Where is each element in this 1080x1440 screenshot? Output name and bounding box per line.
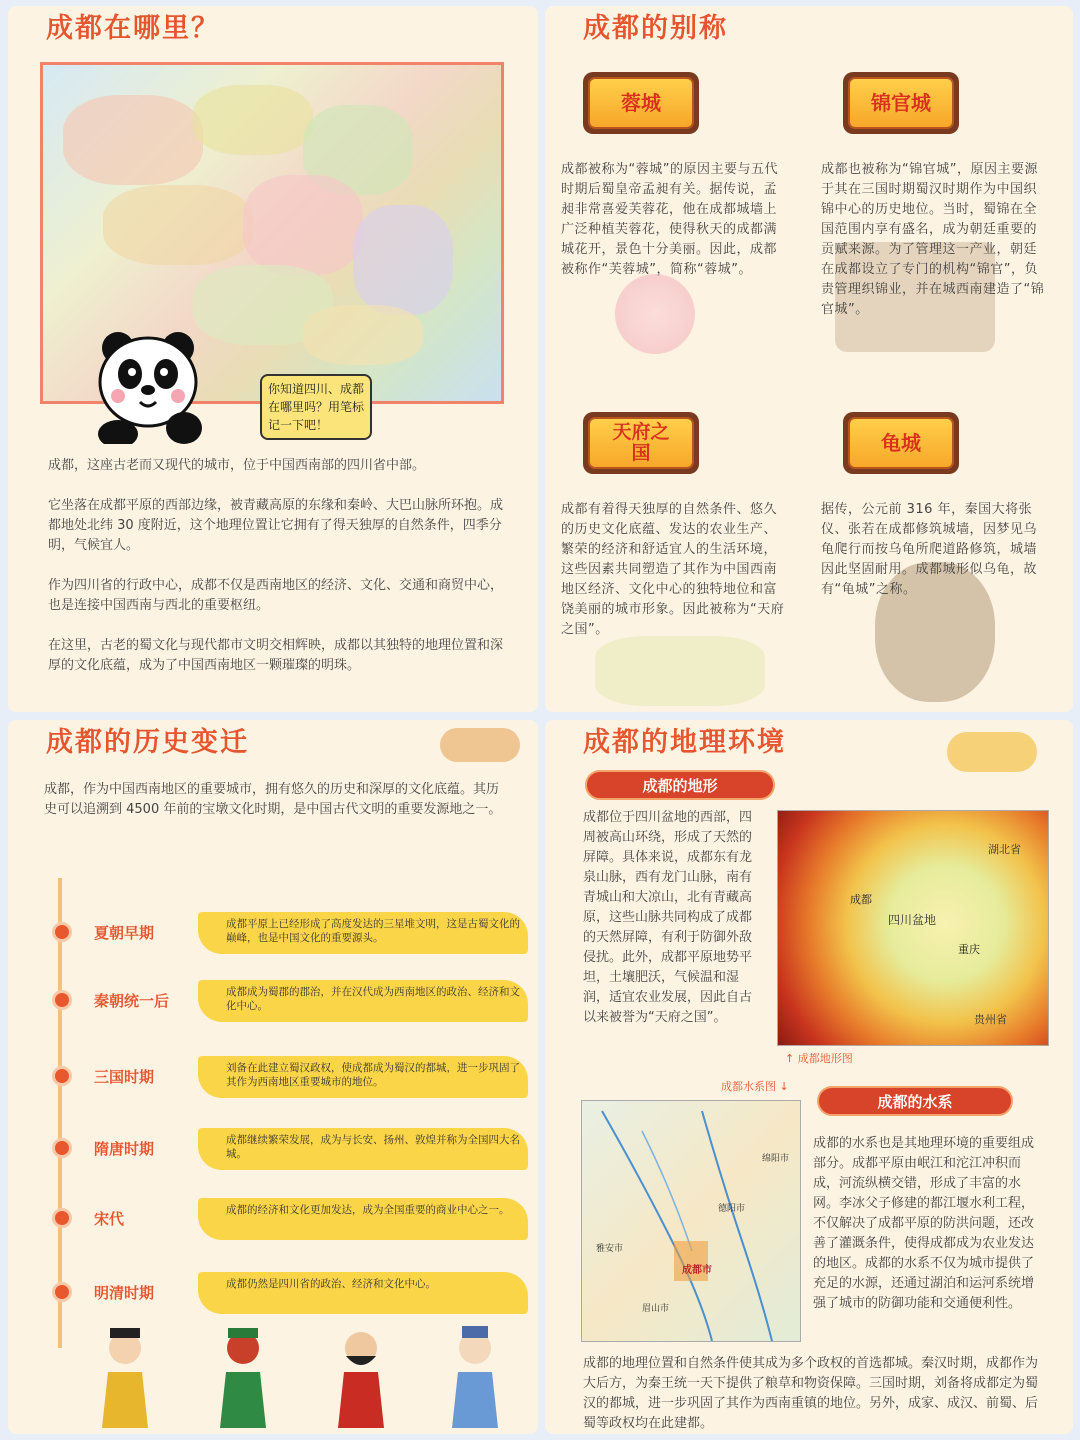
timeline-dot (52, 990, 72, 1010)
map-label: 绵阳市 (762, 1154, 790, 1164)
names-title: 成都的别称 (583, 13, 728, 44)
river-lines (582, 1101, 801, 1342)
water-caption: 成都水系图 ↓ (721, 1080, 789, 1093)
timeline-desc: 成都仍然是四川省的政治、经济和文化中心。 (198, 1272, 528, 1314)
where-para-4: 在这里，古老的蜀文化与现代都市文明交相辉映，成都以其独特的地理位置和深厚的文化底蕴，成为了中国西南地区一颗璀璨的明珠。 (48, 638, 504, 673)
timeline-dot (52, 1282, 72, 1302)
figure-zhangfei-icon (324, 1324, 398, 1428)
panda-icon (88, 324, 208, 444)
timeline-dot (52, 922, 72, 942)
timeline-era: 秦朝统一后 (94, 992, 170, 1010)
terrain-ribbon: 成都的地形 (585, 770, 775, 800)
terrain-map (777, 810, 1049, 1046)
timeline-row (48, 1268, 538, 1318)
badge-tianfu: 天府之国 (583, 412, 699, 474)
names-panel (545, 6, 1073, 712)
timeline-row (48, 1124, 538, 1174)
badge-rongcheng: 蓉城 (583, 72, 699, 134)
where-para-2: 它坐落在成都平原的西部边缘，被青藏高原的东缘和秦岭、大巴山脉所环抱。成都地处北纬 30 度附近，这个地理位置让它拥有了得天独厚的自然条件，四季分明，气候宜人。 (48, 498, 504, 553)
timeline-row (48, 908, 538, 958)
water-ribbon: 成都的水系 (817, 1086, 1013, 1116)
terrain-caption: ↑ 成都地形图 (785, 1052, 853, 1065)
cloud-icon (440, 728, 520, 762)
geo-closing: 成都的地理位置和自然条件使其成为多个政权的首选都城。秦汉时期，成都作为大后方，为秦王统一天下提供了粮草和物资保障。三国时期，刘备将成都定为蜀汉的都城，进一步巩固了其作为西南重镇的地位。另外，成家、成汉、前蜀、后蜀等政权均在此建都。 (583, 1356, 1039, 1431)
timeline-era: 三国时期 (94, 1068, 155, 1086)
where-title: 成都在哪里？ (46, 13, 220, 44)
water-system-map (581, 1100, 801, 1342)
timeline-era: 隋唐时期 (94, 1140, 155, 1158)
map-label: 眉山市 (642, 1304, 670, 1314)
map-label: 湖北省 (988, 843, 1021, 856)
cloud-icon (947, 732, 1037, 772)
badge-jinguancheng: 锦官城 (843, 72, 959, 134)
where-para-3: 作为四川省的行政中心，成都不仅是西南地区的经济、文化、交通和商贸中心，也是连接中国西南与西北的重要枢纽。 (48, 578, 504, 613)
timeline-desc: 成都平原上已经形成了高度发达的三星堆文明，这是古蜀文化的巅峰，也是中国文化的重要源头。 (198, 912, 528, 954)
map-label: 重庆 (958, 943, 980, 956)
figure-zhugeliang-icon (438, 1324, 512, 1428)
jinguancheng-text: 成都也被称为“锦官城”，原因主要源于其在三国时期蜀汉时期作为中国织锦中心的历史地位。当时，蜀锦在全国范围内享有盛名，成为朝廷重要的贡赋来源。为了管理这一产业，朝廷在成都设立了专门的机构“锦官”，负责管理织锦业，并在城西南建造了“锦官城”。 (821, 162, 1045, 317)
timeline-desc: 刘备在此建立蜀汉政权，使成都成为蜀汉的都城，进一步巩固了其作为西南地区重要城市的地位。 (198, 1056, 528, 1098)
timeline-dot (52, 1138, 72, 1158)
timeline-desc: 成都成为蜀郡的郡治，并在汉代成为西南地区的政治、经济和文化中心。 (198, 980, 528, 1022)
map-label: 四川盆地 (888, 913, 937, 927)
history-panel (8, 720, 538, 1434)
figure-guanyu-icon (206, 1324, 280, 1428)
timeline-row (48, 976, 538, 1026)
where-para-1: 成都，这座古老而又现代的城市，位于中国西南部的四川省中部。 (48, 458, 426, 473)
guicheng-text: 据传，公元前 316 年，秦国大将张仪、张若在成都修筑城墙，因梦见乌龟爬行而按乌龟所爬道路修筑，城墙因此坚固耐用。成都城形似乌龟，故有“龟城”之称。 (821, 502, 1038, 597)
timeline-row (48, 1194, 538, 1244)
terrain-text: 成都位于四川盆地的西部，四周被高山环绕，形成了天然的屏障。具体来说，成都东有龙泉山脉，西有龙门山脉，南有青城山和大凉山，北有青藏高原，这些山脉共同构成了成都的天然屏障，有利于防御外敌侵扰。此外，成都平原地势平坦，土壤肥沃，气候温和湿润，适宜农业发展，因此自古以来被誉为“天府之国”。 (583, 810, 753, 1025)
tianfu-text: 成都有着得天独厚的自然条件、悠久的历史文化底蕴、发达的农业生产、繁荣的经济和舒适宜人的生活环境，这些因素共同塑造了其作为中国西南地区经济、文化中心的独特地位和富饶美丽的城市形象。因此被称为“天府之国”。 (561, 502, 785, 637)
geo-title: 成都的地理环境 (583, 727, 786, 758)
map-label: 成都市 (682, 1265, 712, 1276)
history-intro: 成都，作为中国西南地区的重要城市，拥有悠久的历史和深厚的文化底蕴。其历史可以追溯到 4500 年前的宝墩文化时期，是中国古代文明的重要发源地之一。 (44, 782, 502, 817)
badge-guicheng: 龟城 (843, 412, 959, 474)
map-label: 德阳市 (718, 1204, 746, 1214)
map-label: 成都 (850, 893, 872, 906)
timeline-era: 宋代 (94, 1210, 125, 1228)
rongcheng-text: 成都被称为“蓉城”的原因主要与五代时期后蜀皇帝孟昶有关。据传说，孟昶非常喜爱芙蓉花，他在成都城墙上广泛种植芙蓉花，使得秋天的成都满城花开，景色十分美丽。因此，成都被称作“芙蓉城”，简称“蓉城”。 (561, 162, 778, 277)
historical-figures (88, 1324, 528, 1428)
map-label: 贵州省 (974, 1013, 1007, 1026)
water-text: 成都的水系也是其地理环境的重要组成部分。成都平原由岷江和沱江冲积而成，河流纵横交错，形成了丰富的水网。李冰父子修建的都江堰水利工程，不仅解决了成都平原的防洪问题，还改善了灌溉条件，使得成都成为农业发达的地区。成都的水系不仅为城市提供了充足的水源，还通过湖泊和运河系统增强了城市的防御功能和交通便利性。 (813, 1136, 1035, 1311)
hibiscus-flower-icon (615, 274, 695, 354)
timeline-era: 夏朝早期 (94, 924, 155, 942)
timeline-desc: 成都继续繁荣发展，成为与长安、扬州、敦煌并称为全国四大名城。 (198, 1128, 528, 1170)
figure-liubei-icon (88, 1324, 162, 1428)
sichuan-map-icon (595, 636, 765, 706)
geo-panel (545, 720, 1073, 1434)
timeline-desc: 成都的经济和文化更加发达，成为全国重要的商业中心之一。 (198, 1198, 528, 1240)
speech-bubble: 你知道四川、成都在哪里吗？用笔标记一下吧！ (260, 374, 372, 440)
timeline-dot (52, 1208, 72, 1228)
where-panel (8, 6, 538, 712)
timeline-row (48, 1052, 538, 1102)
timeline-era: 明清时期 (94, 1284, 155, 1302)
history-title: 成都的历史变迁 (46, 727, 249, 758)
timeline-dot (52, 1066, 72, 1086)
map-label: 雅安市 (596, 1244, 624, 1254)
